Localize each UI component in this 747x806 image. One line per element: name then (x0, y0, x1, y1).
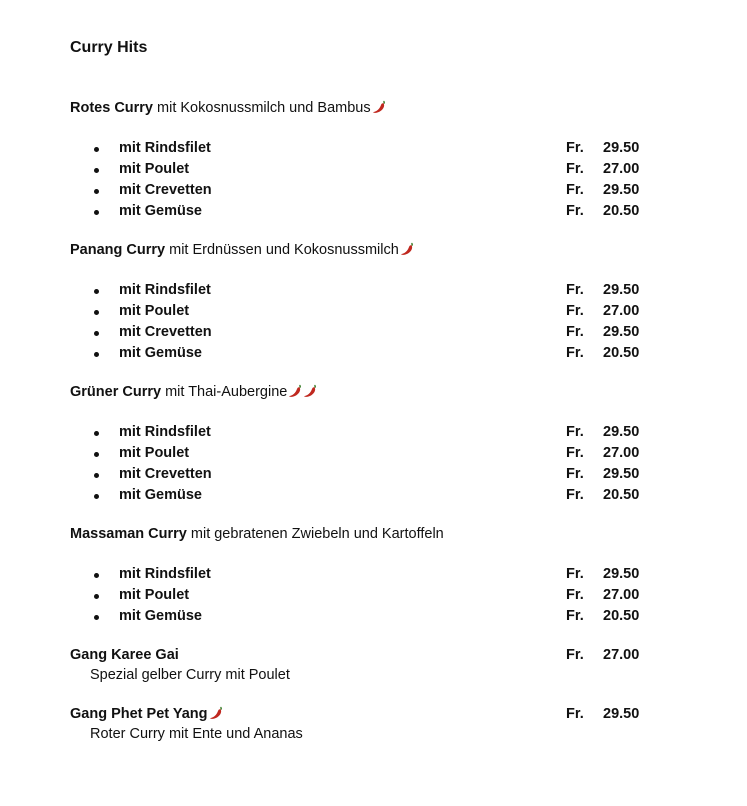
section-name: Massaman Curry (70, 526, 187, 542)
menu-item-label: mit Poulet (119, 587, 190, 603)
menu-item-label: mit Rindsfilet (119, 282, 211, 298)
menu-item-row (0, 424, 747, 445)
special-dish-description: Spezial gelber Curry mit Poulet (90, 667, 290, 683)
section-name: Panang Curry (70, 242, 166, 258)
bullet-point (94, 331, 99, 336)
currency-label: Fr. (566, 161, 584, 177)
menu-item-row (0, 608, 747, 629)
chili-pepper-icon (288, 384, 302, 398)
currency-label: Fr. (566, 424, 584, 440)
special-dish-row (0, 647, 747, 668)
menu-item-label: mit Crevetten (119, 324, 212, 340)
menu-item-label: mit Rindsfilet (119, 566, 211, 582)
bullet-point (94, 147, 99, 152)
bullet-point (94, 189, 99, 194)
menu-item-label: mit Poulet (119, 445, 190, 461)
menu-item-price: 20.50 (603, 203, 640, 219)
menu-item-price: 27.00 (603, 303, 640, 319)
special-dish-description: Roter Curry mit Ente und Ananas (90, 726, 303, 742)
menu-item-price: 29.50 (603, 566, 640, 582)
menu-item-price: 29.50 (603, 182, 640, 198)
menu-item-row (0, 445, 747, 466)
currency-label: Fr. (566, 487, 584, 503)
menu-item-row (0, 487, 747, 508)
menu-item-label: mit Crevetten (119, 182, 212, 198)
bullet-point (94, 168, 99, 173)
section-heading (70, 100, 386, 116)
currency-label: Fr. (566, 303, 584, 319)
bullet-point (94, 452, 99, 457)
menu-item-price: 29.50 (603, 282, 640, 298)
menu-item-price: 27.00 (603, 445, 640, 461)
special-dish-name: Gang Karee Gai (70, 647, 179, 663)
menu-item-price: 29.50 (603, 140, 640, 156)
currency-label: Fr. (566, 466, 584, 482)
bullet-point (94, 210, 99, 215)
currency-label: Fr. (566, 282, 584, 298)
bullet-point (94, 573, 99, 578)
currency-label: Fr. (566, 566, 584, 582)
menu-item-label: mit Gemüse (119, 487, 202, 503)
menu-item-label: mit Rindsfilet (119, 424, 211, 440)
menu-item-row (0, 282, 747, 303)
special-dish-price: 29.50 (603, 706, 640, 722)
menu-item-label: mit Rindsfilet (119, 140, 211, 156)
special-dish-name: Gang Phet Pet Yang (70, 706, 223, 722)
menu-item-row (0, 587, 747, 608)
currency-label: Fr. (566, 140, 584, 156)
section-heading (70, 242, 414, 258)
currency-label: Fr. (566, 706, 584, 722)
chili-pepper-icon (303, 384, 317, 398)
chili-pepper-icon (372, 100, 386, 114)
bullet-point (94, 310, 99, 315)
menu-item-price: 20.50 (603, 608, 640, 624)
menu-item-price: 27.00 (603, 161, 640, 177)
menu-item-label: mit Poulet (119, 303, 190, 319)
section-heading (70, 384, 317, 400)
currency-label: Fr. (566, 587, 584, 603)
currency-label: Fr. (566, 345, 584, 361)
menu-item-row (0, 466, 747, 487)
bullet-point (94, 289, 99, 294)
currency-label: Fr. (566, 203, 584, 219)
section-name: Grüner Curry (70, 384, 162, 400)
currency-label: Fr. (566, 445, 584, 461)
section-description: mit Thai-Aubergine (165, 384, 288, 400)
menu-item-row (0, 345, 747, 366)
section-heading (70, 526, 444, 542)
menu-item-row (0, 566, 747, 587)
currency-label: Fr. (566, 608, 584, 624)
bullet-point (94, 431, 99, 436)
currency-label: Fr. (566, 647, 584, 663)
menu-item-price: 29.50 (603, 324, 640, 340)
section-name: Rotes Curry (70, 100, 153, 116)
menu-item-row (0, 303, 747, 324)
special-dish-row (0, 706, 747, 727)
bullet-point (94, 352, 99, 357)
menu-item-row (0, 140, 747, 161)
menu-item-row (0, 182, 747, 203)
menu-item-label: mit Gemüse (119, 345, 202, 361)
menu-item-label: mit Poulet (119, 161, 190, 177)
bullet-point (94, 494, 99, 499)
menu-item-label: mit Gemüse (119, 608, 202, 624)
menu-item-label: mit Gemüse (119, 203, 202, 219)
menu-item-price: 20.50 (603, 345, 640, 361)
special-dish-price: 27.00 (603, 647, 640, 663)
chili-pepper-icon (400, 242, 414, 256)
menu-item-price: 29.50 (603, 466, 640, 482)
menu-item-row (0, 324, 747, 345)
menu-item-label: mit Crevetten (119, 466, 212, 482)
bullet-point (94, 594, 99, 599)
currency-label: Fr. (566, 324, 584, 340)
bullet-point (94, 473, 99, 478)
menu-item-price: 27.00 (603, 587, 640, 603)
menu-item-row (0, 203, 747, 224)
menu-item-price: 20.50 (603, 487, 640, 503)
section-description: mit Erdnüssen und Kokosnussmilch (169, 242, 399, 258)
bullet-point (94, 615, 99, 620)
currency-label: Fr. (566, 182, 584, 198)
chili-pepper-icon (209, 706, 223, 720)
menu-item-price: 29.50 (603, 424, 640, 440)
section-description: mit Kokosnussmilch und Bambus (157, 100, 371, 116)
menu-item-row (0, 161, 747, 182)
page-title: Curry Hits (70, 39, 148, 56)
section-description: mit gebratenen Zwiebeln und Kartoffeln (190, 526, 444, 542)
